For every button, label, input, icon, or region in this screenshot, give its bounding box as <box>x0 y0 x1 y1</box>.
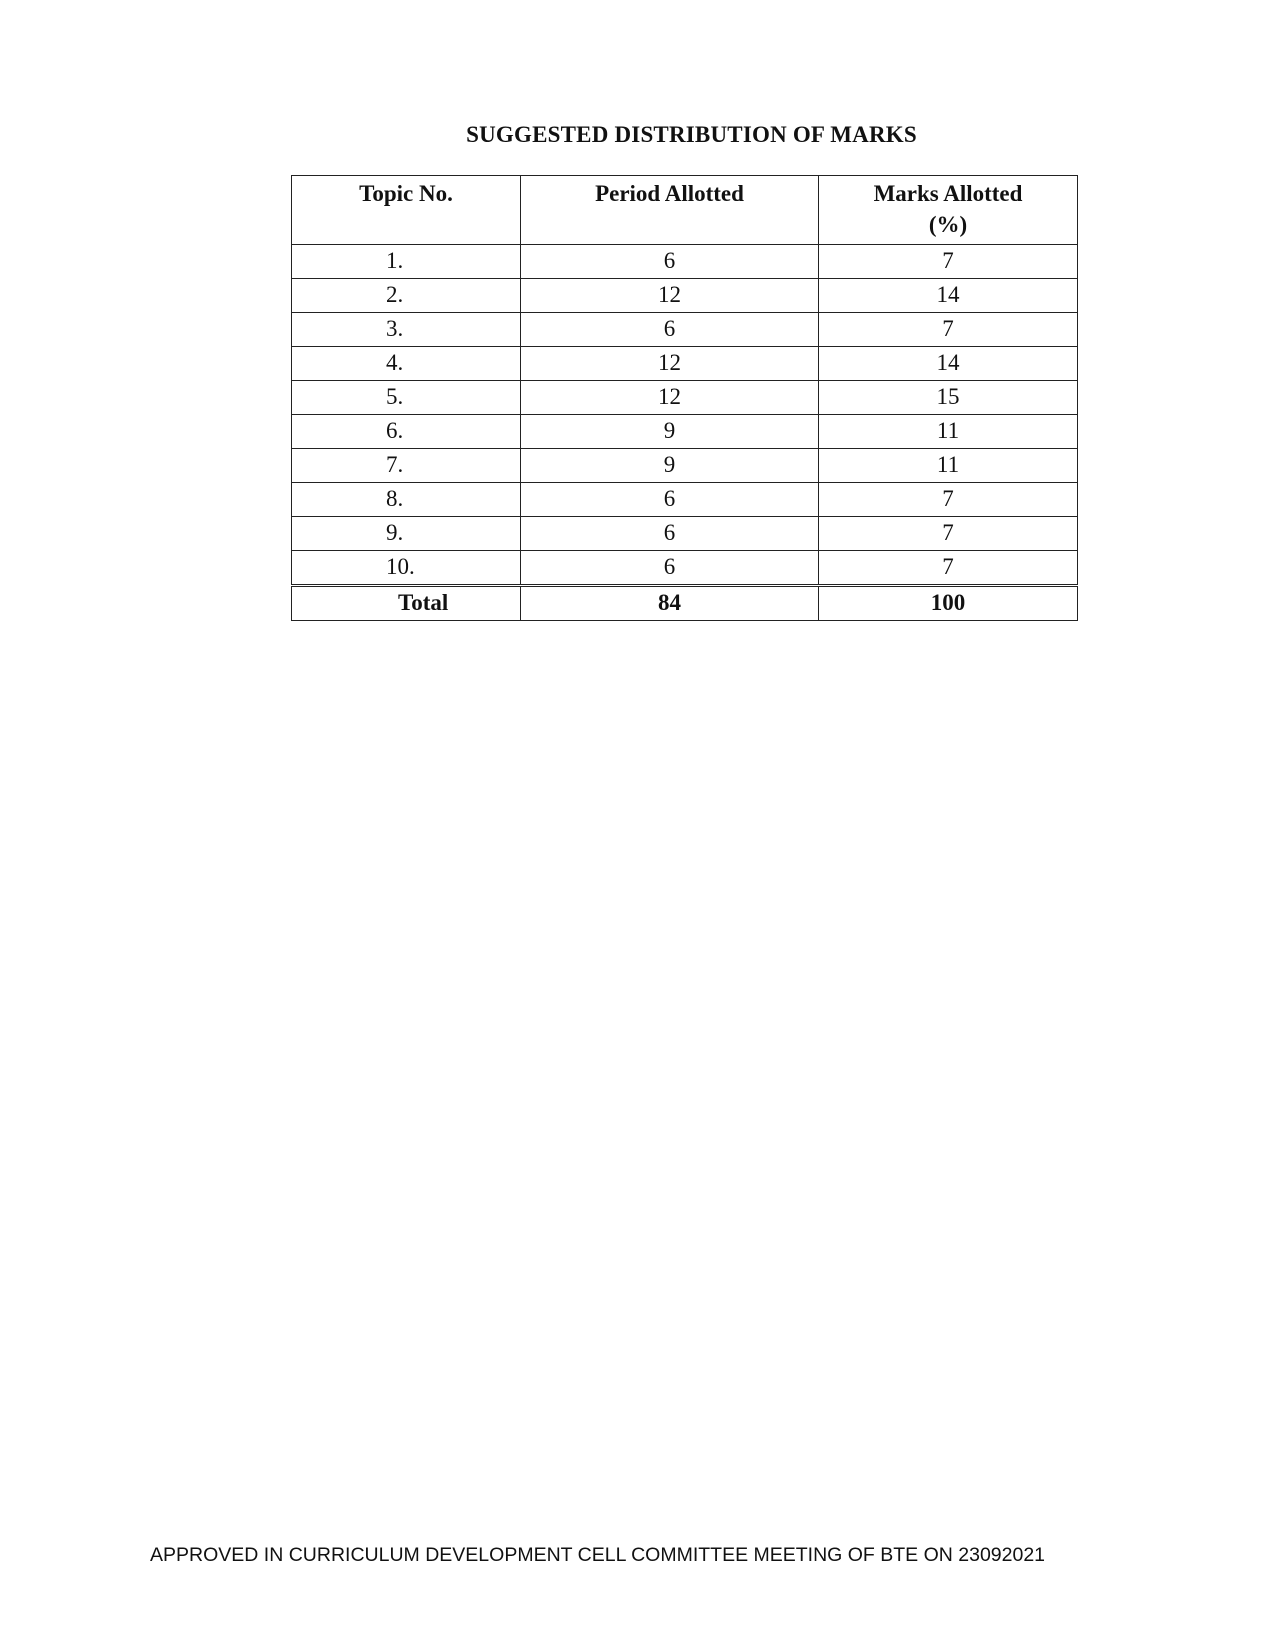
table-row <box>292 517 1078 551</box>
total-marks: 100 <box>819 586 1078 621</box>
marks-cell: 15 <box>819 381 1078 415</box>
header-topic-no: Topic No. <box>292 176 521 245</box>
marks-cell: 14 <box>819 347 1078 381</box>
table-row <box>292 483 1078 517</box>
total-period: 84 <box>521 586 819 621</box>
marks-cell: 7 <box>819 313 1078 347</box>
header-period-allotted: Period Allotted <box>521 176 819 245</box>
total-row <box>292 586 1078 621</box>
period-cell: 6 <box>521 551 819 586</box>
topic-cell: 3. <box>292 313 521 347</box>
topic-cell: 2. <box>292 279 521 313</box>
marks-cell: 14 <box>819 279 1078 313</box>
page-title: SUGGESTED DISTRIBUTION OF MARKS <box>466 122 917 147</box>
topic-cell: 1. <box>292 245 521 279</box>
topic-cell: 5. <box>292 381 521 415</box>
header-marks-allotted <box>819 176 1078 245</box>
table-row <box>292 551 1078 586</box>
topic-cell: 7. <box>292 449 521 483</box>
period-cell: 6 <box>521 313 819 347</box>
table-row <box>292 279 1078 313</box>
marks-cell: 7 <box>819 245 1078 279</box>
period-cell: 6 <box>521 483 819 517</box>
topic-cell: 8. <box>292 483 521 517</box>
table-row <box>292 381 1078 415</box>
period-cell: 12 <box>521 347 819 381</box>
period-cell: 6 <box>521 245 819 279</box>
marks-cell: 7 <box>819 551 1078 586</box>
table-row <box>292 347 1078 381</box>
period-cell: 6 <box>521 517 819 551</box>
marks-cell: 11 <box>819 415 1078 449</box>
approval-footer: APPROVED IN CURRICULUM DEVELOPMENT CELL COMMITTEE MEETING OF BTE ON 23092021 <box>150 1544 1046 1566</box>
table-row <box>292 449 1078 483</box>
header-marks-line2: (%) <box>928 212 968 237</box>
period-cell: 12 <box>521 381 819 415</box>
table-row <box>292 245 1078 279</box>
topic-cell: 4. <box>292 347 521 381</box>
table-row <box>292 313 1078 347</box>
marks-cell: 7 <box>819 483 1078 517</box>
marks-cell: 11 <box>819 449 1078 483</box>
marks-distribution-table <box>291 175 1078 621</box>
topic-cell: 6. <box>292 415 521 449</box>
period-cell: 12 <box>521 279 819 313</box>
topic-cell: 10. <box>292 551 521 586</box>
total-label: Total <box>292 586 521 621</box>
table-header-row <box>292 176 1078 245</box>
topic-cell: 9. <box>292 517 521 551</box>
table-row <box>292 415 1078 449</box>
marks-cell: 7 <box>819 517 1078 551</box>
period-cell: 9 <box>521 449 819 483</box>
period-cell: 9 <box>521 415 819 449</box>
header-marks-line1: Marks Allotted <box>873 181 1023 206</box>
